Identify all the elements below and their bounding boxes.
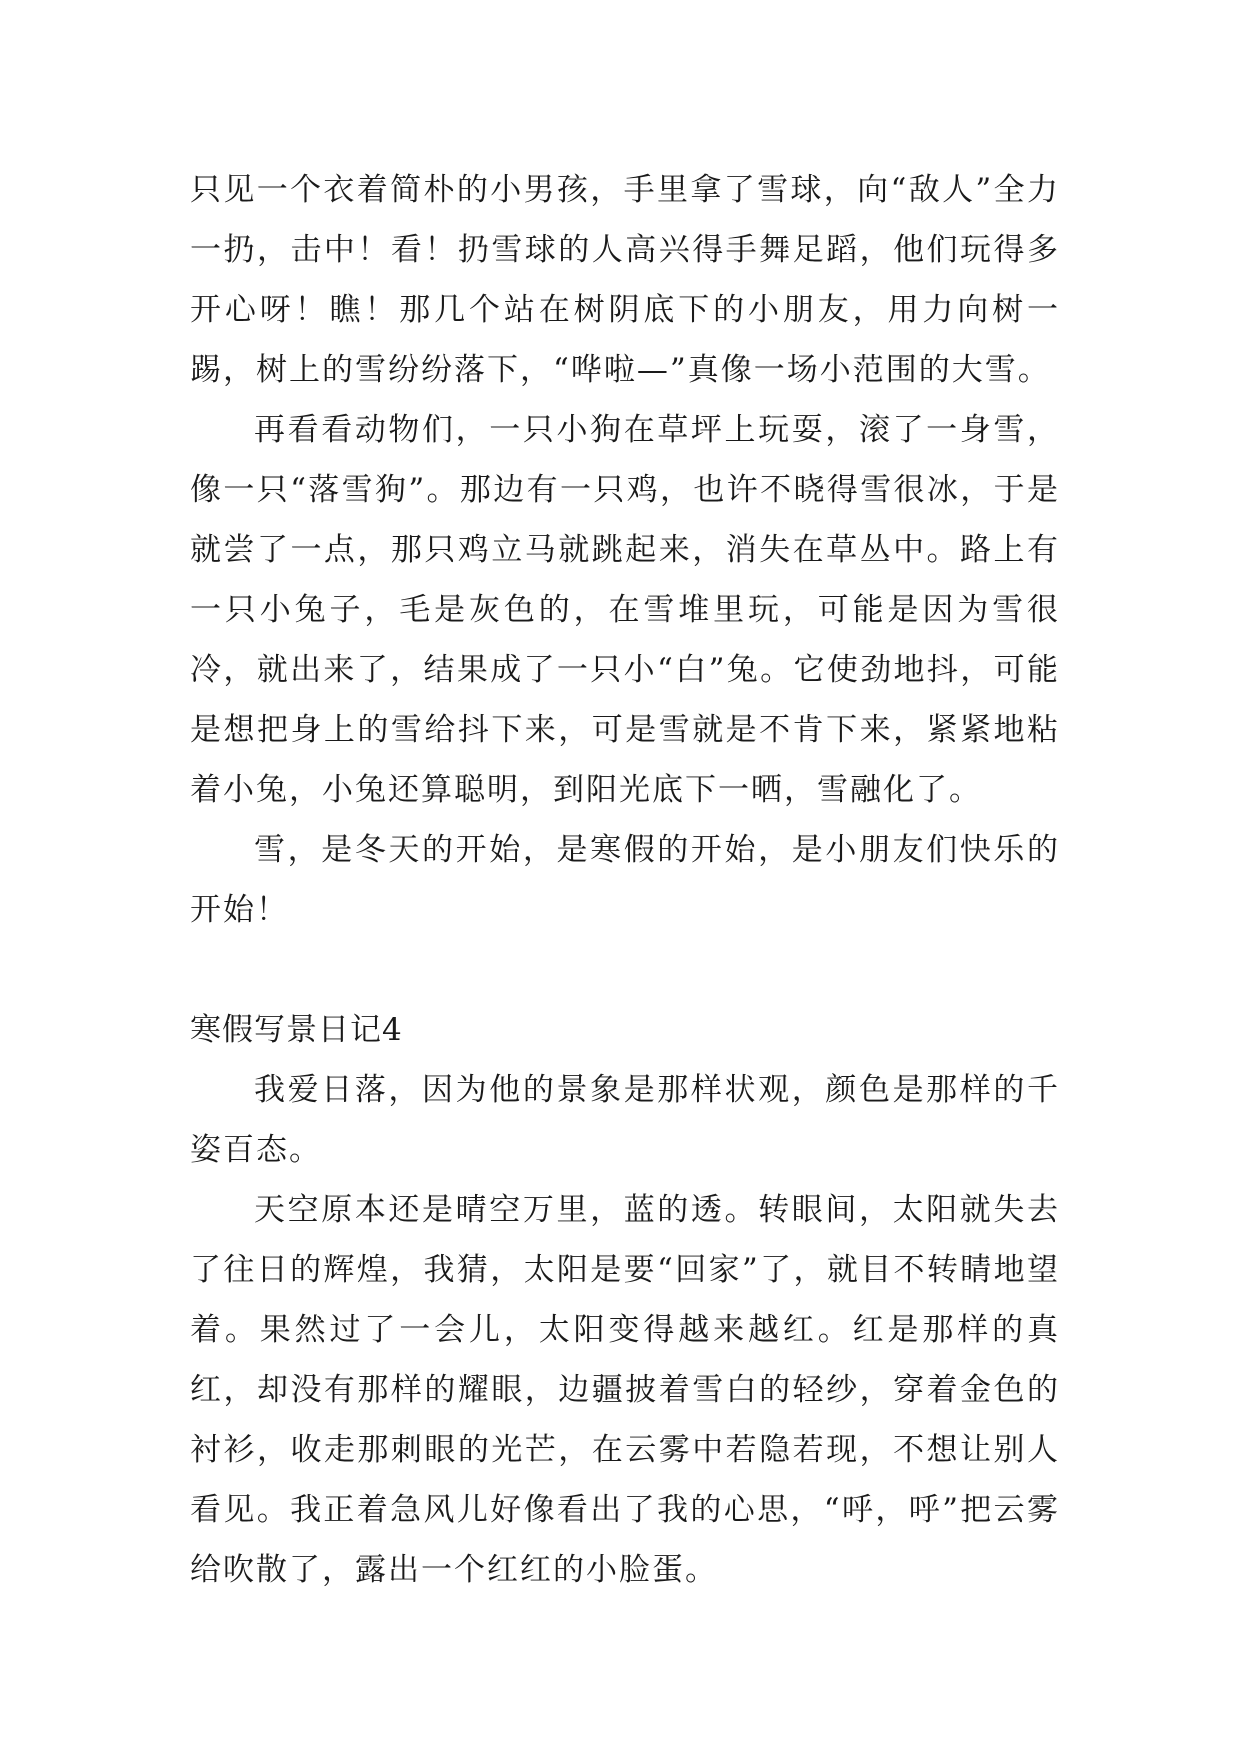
section-heading: 寒假写景日记4 [190, 1012, 403, 1048]
paragraph-animals: 再看看动物们，一只小狗在草坪上玩耍，滚了一身雪，像一只“落雪狗”。那边有一只鸡，也许不晓得雪很冰，于是就尝了一点，那只鸡立马就跳起来，消失在草丛中。路上有一只小兔子，毛是灰色的，在雪堆里玩，可能是因为雪很冷，就出来了，结果成了一只小“白”兔。它使劲地抖，可能是想把身上的雪给抖下来，可是雪就是不肯下来，紧紧地粘着小兔，小兔还算聪明，到阳光底下一晒，雪融化了。 [190, 412, 1060, 808]
paragraph-snow-conclusion: 雪，是冬天的开始，是寒假的开始，是小朋友们快乐的开始！ [190, 832, 1060, 928]
paragraph-sunset-intro: 我爱日落，因为他的景象是那样状观，颜色是那样的千姿百态。 [190, 1072, 1060, 1168]
paragraph-snowball: 只见一个衣着简朴的小男孩，手里拿了雪球，向“敌人”全力一扔，击中！看！扔雪球的人高兴得手舞足蹈，他们玩得多开心呀！瞧！那几个站在树阴底下的小朋友，用力向树一踢，树上的雪纷纷落下，“哗啦—”真像一场小范围的大雪。 [190, 172, 1060, 388]
paragraph-sunset-description: 天空原本还是晴空万里，蓝的透。转眼间，太阳就失去了往日的辉煌，我猜，太阳是要“回家”了，就目不转睛地望着。果然过了一会儿，太阳变得越来越红。红是那样的真红，却没有那样的耀眼，边疆披着雪白的轻纱，穿着金色的衬衫，收走那刺眼的光芒，在云雾中若隐若现，不想让别人看见。我正着急风儿好像看出了我的心思，“呼，呼”把云雾给吹散了，露出一个红红的小脸蛋。 [190, 1192, 1060, 1588]
document-body [190, 160, 1060, 1600]
